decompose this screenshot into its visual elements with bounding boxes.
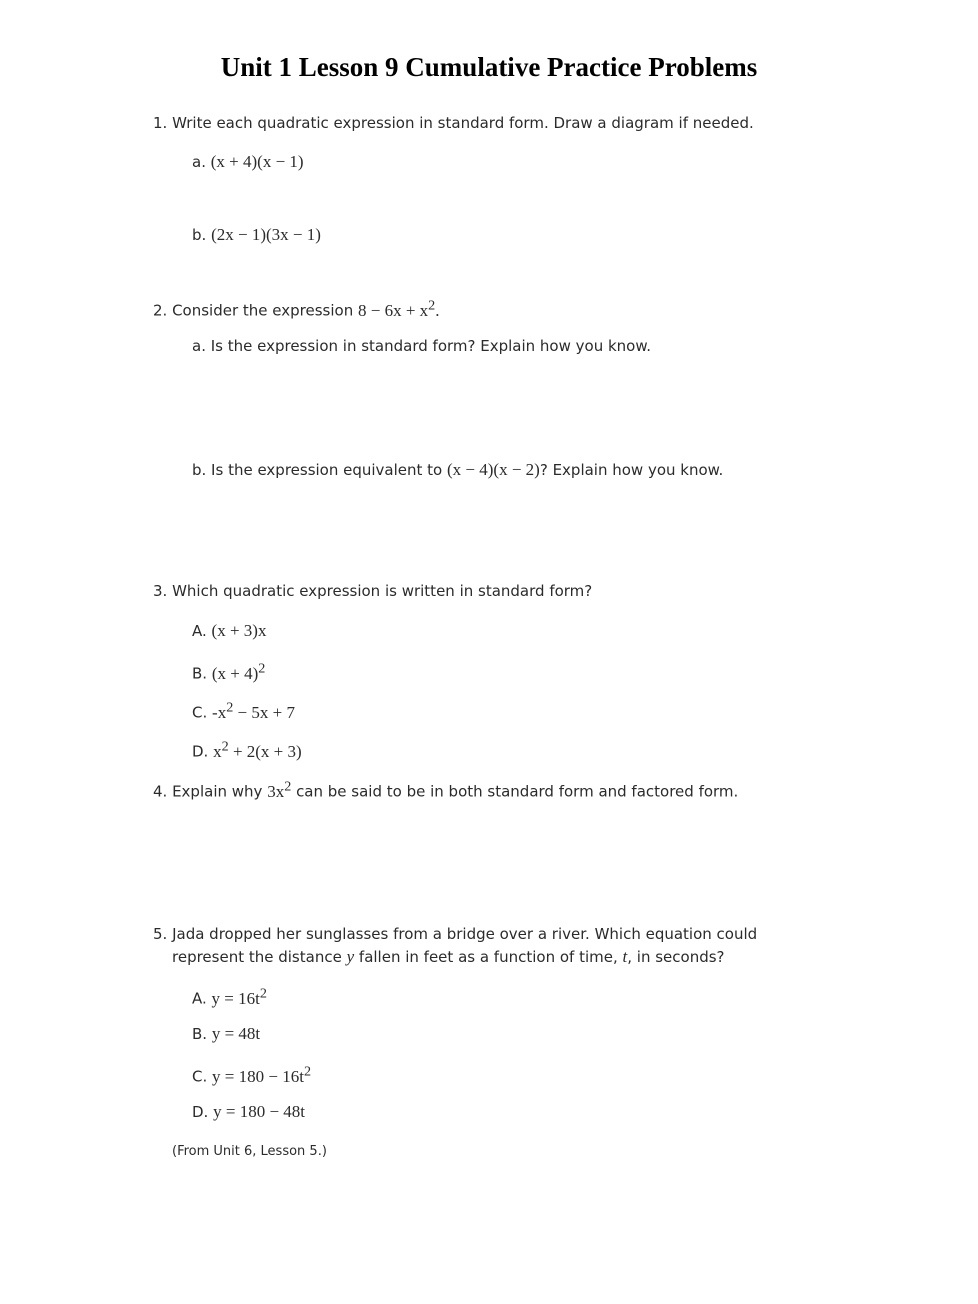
prompt-text: 4. Explain why	[153, 782, 263, 801]
question-4-prompt	[153, 778, 738, 802]
question-1b	[192, 225, 321, 245]
question-2b	[192, 460, 723, 480]
math-expression: $-x^2 - 5x + 7$	[212, 699, 295, 722]
question-5-prompt-line-1: 5. Jada dropped her sunglasses from a bridge over a river. Which equation could	[153, 925, 758, 943]
math-expression: (x + 3)x	[211, 621, 267, 640]
question-5-option-c	[192, 1063, 311, 1087]
math-expression: $(x + 4)^2$	[211, 660, 266, 683]
prompt-text: b. Is the expression equivalent to	[192, 461, 443, 479]
math-expression: $8 - 6x + x^2$.	[357, 297, 440, 320]
math-expression: y = 180 − 48t	[213, 1102, 306, 1121]
option-label: C.	[192, 703, 208, 722]
math-expression: $3x^2$	[267, 778, 292, 801]
prompt-text: fallen in feet as a function of time,	[358, 948, 618, 966]
math-expression: $y = 16t^2$	[211, 985, 267, 1008]
math-expression: (2x − 1)(3x − 1)	[211, 225, 321, 244]
option-label: A.	[192, 989, 207, 1008]
question-3-option-a	[192, 621, 266, 641]
item-label: a.	[192, 153, 206, 171]
option-label: C.	[192, 1067, 208, 1086]
question-3-option-b	[192, 660, 265, 684]
page-title: Unit 1 Lesson 9 Cumulative Practice Problems	[220, 52, 758, 82]
question-3-option-d	[192, 738, 302, 762]
question-5-option-b	[192, 1024, 260, 1044]
question-5-option-a	[192, 985, 267, 1009]
math-expression: (x + 4)(x − 1)	[210, 152, 304, 171]
math-expression: $x^2 + 2(x + 3)$	[213, 738, 302, 761]
math-expression: $y = 180 - 16t^2$	[212, 1063, 312, 1086]
question-5-option-d	[192, 1102, 305, 1122]
question-3-option-c	[192, 699, 295, 723]
option-label: D.	[192, 742, 209, 761]
question-1a	[192, 152, 304, 172]
prompt-text: represent the distance	[172, 948, 342, 966]
variable-y: y	[346, 947, 355, 966]
prompt-text: , in seconds?	[627, 948, 725, 966]
math-expression: y = 48t	[211, 1024, 261, 1043]
question-1-prompt: 1. Write each quadratic expression in standard form. Draw a diagram if needed.	[153, 114, 754, 132]
option-label: B.	[192, 664, 208, 683]
option-label: B.	[192, 1025, 208, 1043]
question-3-prompt: 3. Which quadratic expression is written in standard form?	[153, 582, 593, 600]
prompt-text: 2. Consider the expression	[153, 301, 354, 320]
source-citation: (From Unit 6, Lesson 5.)	[172, 1144, 327, 1159]
option-label: D.	[192, 1103, 209, 1121]
item-label: b.	[192, 226, 207, 244]
question-5-prompt-line-2	[172, 947, 725, 967]
math-expression: (x − 4)(x − 2)	[447, 460, 540, 479]
question-2a: a. Is the expression in standard form? Explain how you know.	[192, 337, 652, 355]
variable-t: t	[622, 947, 628, 966]
question-2-prompt	[153, 297, 440, 321]
prompt-text: can be said to be in both standard form and factored form.	[296, 782, 739, 801]
prompt-text: ? Explain how you know.	[539, 461, 724, 479]
option-label: A.	[192, 622, 207, 640]
